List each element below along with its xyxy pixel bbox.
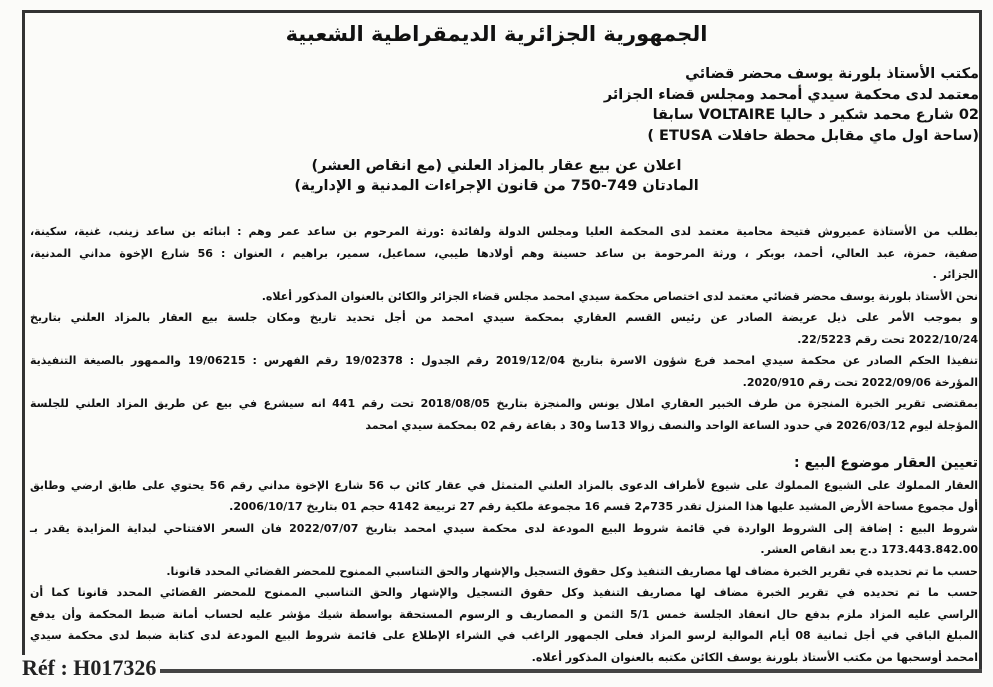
text-line: المبلغ الباقي في أجل ثمانية 08 أيام الموالية لرسو المزاد فعلى الجمهور الراغب في الشراء الإطلاع على قائمة شروط البيع المودعة لدى كتابة ضبط لدى محكمة سيدي bbox=[30, 629, 979, 642]
text-line: بمقتضى تقرير الخبرة المنجزة من طرف الخبير العقاري املال يونس والمنجزة بتاريخ 2018/08/05 تحت رقم 441 انه سيشرع في بيع عن طريق المزاد العلني للجلسة bbox=[30, 397, 978, 410]
text-line: المؤجلة ليوم 2026/03/12 في حدود الساعة الواحد والنصف زوالا 13سا و30 د بقاعة رقم 02 بمحكمة سيدي امحمد bbox=[365, 418, 978, 432]
reference-number: Réf : H017326 bbox=[18, 655, 160, 681]
property-heading: تعيين العقار موضوع البيع : bbox=[794, 455, 978, 471]
office-accreditation: معتمد لدى محكمة سيدي أمحمد ومجلس قضاء الجزائر bbox=[603, 86, 979, 103]
text-line: المؤرخة 2022/09/06 تحت رقم 2020/910. bbox=[742, 375, 978, 389]
office-name: مكتب الأستاذ بلورنة يوسف محضر قضائي bbox=[685, 66, 979, 82]
text-line: أول مجموع مساحة الأرض المشيد عليها هذا المنزل تقدر 735م2 قسم 16 مجموعة ملكية رقم 27 تربيعة 4142 حجم 01 بتاريخ 2006/10/17. bbox=[229, 500, 978, 513]
notice-title bbox=[0, 156, 993, 196]
text-line: امحمد أوسحبها من مكتب الأستاذ بلورنة يوسف الكائن مكتبه بالعنوان المذكور أعلاه. bbox=[531, 650, 978, 664]
bottom-rule bbox=[22, 669, 982, 673]
text-line: حسب ما تم تحديده في تقرير الخبرة مضاف لها مصاريف التنفيذ وكل حقوق التسجيل والإشهار والحق التناسبي الممنوح للمحضر القضائي المحدد قانونا كما أن bbox=[30, 586, 978, 599]
text-line: شروط البيع : إضافة إلى الشروط الواردة في قائمة شروط البيع المودعة لدى محكمة سيدي امحمد بتاريخ 2022/07/07 فان السعر الافتتاحي لبداية المزايدة يقدر بـ bbox=[30, 521, 978, 535]
text-line: حسب ما تم تحديده في تقرير الخبرة مضاف لها مصاريف التنفيذ وكل حقوق التسجيل والإشهار والحق التناسبي الممنوح للمحضر القضائي المحدد قانونا. bbox=[166, 564, 978, 578]
office-address: 02 شارع محمد شكير د حاليا VOLTAIRE سابقا bbox=[652, 107, 979, 123]
text-line: الجزائر . bbox=[932, 268, 978, 281]
text-line: و بموجب الأمر على ذيل عريضة الصادر عن رئيس القسم العقاري بمحكمة سيدي امحمد من أجل تحديد تاريخ ومكان جلسة بيع العقار بالمزاد العلني بتاريخ bbox=[30, 311, 978, 324]
notice-legal-basis: المادتان 749-750 من قانون الإجراءات المدنية و الإدارية) bbox=[294, 178, 699, 194]
text-line: بطلب من الأستاذة عميروش فتيحة محامية معتمد لدى المحكمة العليا ومجلس الدولة ولفائدة :ورثة المرحوم بن ساعد عمر وهم : ابنائه بن ساعد زينب، غنية، سكينة، bbox=[30, 225, 978, 238]
office-landmark: (ساحة اول ماي مقابل محطة حافلات ETUSA ) bbox=[647, 127, 979, 144]
section-request bbox=[30, 221, 978, 436]
text-line: الراسي عليه المزاد ملزم بدفع حال انعقاد الجلسة خمس 5/1 الثمن و المصاريف و الرسوم المستحقة بواسطة شيك مؤشر عليه لحساب أمانة ضبط المحكمة وأن يدفع bbox=[30, 607, 978, 621]
document-title: الجمهورية الجزائرية الديمقراطية الشعبية bbox=[285, 22, 708, 46]
text-line: صفية، حمزة، عبد العالي، أحمد، بوبكر ، ورثة المرحومة بن ساعد حسينة وهم أولادها طيبي، سماعيل، سمير، براهيم ، العنوان : 56 شارع الإخوة مداني المدنية، bbox=[30, 246, 978, 260]
text-line: نحن الأستاذ بلورنة يوسف محضر قضائي معتمد لدى اختصاص محكمة سيدي امحمد مجلس قضاء الجزائر والكائن بالعنوان المذكور أعلاه. bbox=[261, 289, 978, 303]
text-line: 173.443.842.00 د.ج بعد انقاص العشر. bbox=[760, 543, 978, 556]
section-property bbox=[30, 453, 978, 668]
text-line: 2022/10/24 تحت رقم 22/5223. bbox=[797, 332, 978, 346]
notice-title-line: اعلان عن بيع عقار بالمزاد العلني (مع انقاص العشر) bbox=[311, 158, 682, 174]
bailiff-office-header bbox=[604, 64, 979, 146]
text-line: تنفيذا الحكم الصادر عن محكمة سيدي امحمد فرع شؤون الاسرة بتاريخ 2019/12/04 رقم الجدول : 19/02378 رقم الفهرس : 19/06215 والممهور بالصيغة التنفيذية bbox=[30, 354, 979, 367]
text-line: العقار المملوك على الشيوع المملوك على شيوع لأطراف الدعوى بالمزاد العلني المتمثل في عقار كائن ب 56 شارع الإخوة مداني رقم 56 يحتوي على طابق ارضي وطابق bbox=[30, 478, 978, 492]
